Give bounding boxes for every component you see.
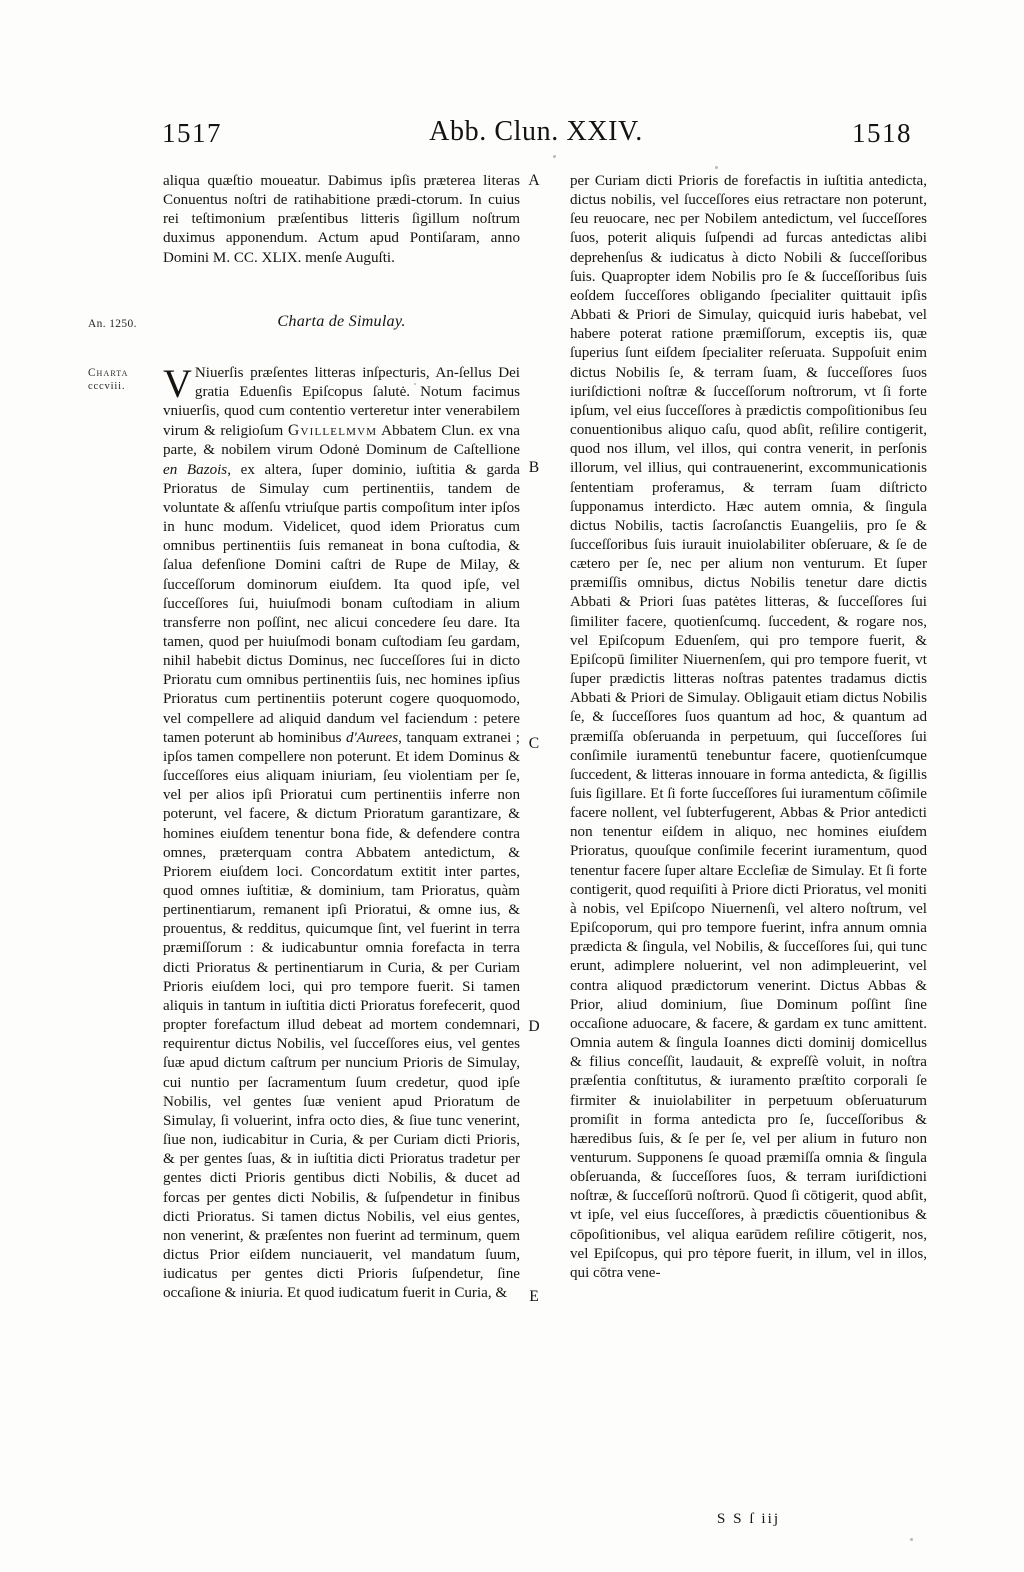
heading-spacer [163,268,520,364]
reference-letter-e: E [529,1288,539,1305]
body-text-part-2: Abbatem Clun. ex vna parte, & nobilem virum Odonė Dominum de Caſtellione [163,423,520,459]
reference-letter-b: B [528,459,540,476]
margin-note-year: An. 1250. [88,318,137,330]
text-column-left [163,172,520,1303]
paragraph-charter-opening [163,360,520,1304]
folio-number-left: 1517 [162,118,222,148]
page-title: Abb. Clun. XXIV. [429,116,643,147]
opening-clause: Niuerſis præſentes litteras inſpecturis, An-ſellus Dei gratia Eduenſis Epiſcopus ſalutė. [194,364,520,400]
scan-speckle [910,1538,913,1541]
body-text-part-3: , ex altera, ſuper dominio, iuſtitia & garda Prioratus de Simulay cum pertinentiis, tandem de voluntate & aſſenſu vtriuſque partis compoſitum inter ipſos in hunc modum. Videlicet, quod idem Prioratus cum omnibus pertinentiis ſuis remaneat in bona cuſtodia, & ſalua defenſione Domini caſtri de Rupe de Milay, & ſucceſſorum dominorum eiuſdem. Ita quod ipſe, vel ſucceſſores ſui, huiuſmodi bonam cuſtodiam in alium transferre non poſſint, nec alicui concedere ſeu dare. Ita tamen, quod per huiuſmodi bonam cuſtodiam ſeu gardam, nihil habebit dictus Dominus, nec ſucceſſores ſui in dicto Prioratu cum omnibus pertinentiis ſuis, nec homines ipſius Prioratus cum pertinentiis poterunt cogere quoquomodo, vel compellere ad aliquid dandum vel faciendum : petere tamen poterunt ab hominibus [163,461,520,746]
scan-speckle [553,155,556,158]
abbot-name-smallcaps: Gvillelmvm [287,422,378,440]
place-name-daurees: d'Aurees [345,729,399,746]
reference-letter-d: D [528,1018,540,1035]
drop-cap-letter: V [163,360,192,406]
margin-charta-number: cccviii. [88,381,126,392]
reference-letter-a: A [528,172,540,189]
body-text-part-1: Notum facimus vniuerſis, quod cum contentio verteretur inter venerabilem virum & religioſum [163,383,520,440]
signature-mark: S S ſ iij [716,1510,781,1527]
scan-speckle [715,166,718,169]
scan-speckle [414,383,416,385]
section-heading: Charta de Simulay. [277,312,406,330]
reference-letter-c: C [528,735,540,752]
paragraph-charter-tail: aliqua quæſtio moueatur. Dabimus ipſis præterea literas Conuentus noſtri de ratihabitione prædi-ctorum. In cuius rei teſtimonium præſentibus litteris ſigillum noſtrum duximus apponendum. Actum apud Pontiſaram, anno Domini M. CC. XLIX. menſe Auguſti. [163,173,520,266]
folio-number-right: 1518 [852,118,912,148]
running-head [160,118,912,160]
body-text-part-4: , tanquam extranei ; ipſos tamen compellere non poterunt. Et idem Dominus & ſucceſſores eius aliquam iniuriam, ſeu violentiam per ſe, vel per alios ipſi Prioratui cum pertinentiis inferre non poterunt, vel facere, & dictum Prioratum garantizare, & homines eiuſdem tenentur bona fide, & defendere contra omnes, præterquam contra Abbatem antedictum, & Priorem eiuſdem loci. Concordatum extitit inter partes, quod omnes iuſtitiæ, & dominium, tam Prioratus, quàm pertinentiarum, remanent ipſi Prioratui, & omne ius, & prouentus, & redditus, quicumque ſint, vel fuerint in terra præmiſſorum : & iudicabuntur omnia forefacta in terra dicti Prioratus & pertinentiarum in Curia, & per Curiam Prioris eiuſdem loci, qui pro tempore fuerit. Si tamen aliquis in tantum in iuſtitia dicti Prioratus forefecerit, quod propter forefactum illud debeat ad mortem condemnari, requirentur dictus Nobilis, vel ſucceſſores eius, vel gentes ſuæ apud dictum caſtrum per nuncium Prioris de Simulay, cui nuntio per ſacramentum ſuum credetur, quod ipſe Nobilis, vel gentes ſuæ venient apud Prioratum de Simulay, ſi voluerint, infra octo dies, & ſiue tunc venerint, ſiue non, iudicabitur in Curia, & per Curiam dicti Prioris, & per gentes ſuas, & in iuſtitia dicti Prioratus tradetur per gentes dicti Prioris gentibus dicti Nobilis, & ducet ad forcas per gentes dicti Nobilis, & ſuſpendetur in finibus dicti Prioratus. Si tamen dictus Nobilis, vel eius gentes, non venerint, & præſentes non fuerint ad terminum, quem dictus Prior eiſdem nunciauerit, vel mandatum ſuum, iudicatus per gentes dicti Prioris ſuſpendetur, ſine occaſione & iniuria. Et quod iudicatum fuerit in Curia, & [163,729,520,1302]
paragraph-right-body: per Curiam dicti Prioris de forefactis in iuſtitia antedicta, dictus nobilis, vel ſucceſſores eius retractare non poterunt, ſeu reuocare, nec per Nobilem antedictum, vel ſucceſſores ſuos, poterit aliquis ſuſpendi ad furcas antedictas alibi deprehenſus & iudicatus à dicto Nobili & ſucceſſoribus ſuis. Quapropter idem Nobilis pro ſe & ſucceſſoribus ſuis eoſdem ſucceſſores obligando ſpecialiter quittauit ipſis Abbati & Priori de Simulay, quicquid iuris habebat, vel habere poterat ratione præmiſſorum, exceptis iis, quæ ſuperius ſunt eiſdem ſpecialiter reſeruata. Suppoſuit enim dictus Nobilis ſe, & terram ſuam, & ſucceſſores ſuos iuriſdictioni noſtræ & ſucceſſorum noſtrorum, vt ſi forte ipſum, vel eius ſucceſſores à prædictis compoſitionibus ſeu conuentionibus aliquo caſu, quod abſit, reſilire contigerit, quod nos illum, vel illos, qui contra venerit, in perſonis illorum, vel illius, qui contrauenerint, excommunicationis ſententiam proferamus, & terram ſuam diſtricto ſupponamus interdicto. Hæc autem omnia, & ſingula dictus Nobilis, tactis ſacroſanctis Euangeliis, pro ſe & ſucceſſoribus ſuis iurauit inuiolabiliter obſeruare, & ſe de cætero per ſe, nec per alium non venturum. Et ſuper præmiſſis omnibus, dictus Nobilis tenetur dare dictis Abbati & Priori ſuas patėtes litteras, & ſucceſſores ſui ſimiliter facere, quotienſcumq. ſuccedent, & rogare nos, vel Epiſcopum Eduenſem, qui pro tempore fuerit, & Epiſcopū ſimiliter Niuernenſem, qui pro tempore fuerit, vt ſuper prædictis litteras noſtras patentes tradamus dictis Abbati & Priori de Simulay. Obligauit etiam dictus Nobilis ſe, & ſucceſſores ſuos quantum ad hoc, & quantum ad præmiſſa obſeruanda in perpetuum, qui ſucceſſores ſui conſimile iuramentū tenebuntur facere, quotienſcumque ſuccedent, & litteras innouare in forma antedicta, & ſigillis ſuis ſigillare. Et ſi forte ſucceſſores ſui iuramentum cōſimile facere nollent, vel ſubterfugerent, Abbas & Prior antedicti non tenentur eiſdem in aliquo, nec homines eiuſdem Prioratus, quouſque conſimile fecerint iuramentum, quod tenentur facere ſuper altare Eccleſiæ de Simulay. Et ſi forte contigerit, quod requiſiti à Priore dicti Prioratus, vel moniti à nobis, vel Epiſcopo Niuernenſi, vel altero noſtrum, vel Epiſcoporum, qui pro tempore fuerint, infra annum omnia prædicta & ſingula, vel Nobilis, & ſucceſſores ſui, qui tunc erunt, adimplere noluerint, vel non adimpleuerint, vel contra aliquod prædictorum venerint. Dictus Abbas & Prior, aliud dominium, ſiue Dominum poſſint ſine occaſione aduocare, & facere, & gardam ex tunc amittent. Omnia autem & ſingula Ioannes dicti dominij domicellus & filius conceſſit, laudauit, & expreſſè voluit, in noſtra præſentia conſtitutus, & iuramento præſtito corporali ſe firmiter & inuiolabiliter in perpetuum obſeruaturum promiſit in forma antedicta pro ſe, ſucceſſoribus & hæredibus ſuis, & ſe per ſe, vel per alium in futuro non venturum. Supponens ſe quoad præmiſſa omnia & ſingula obſeruanda, & ſucceſſores ſuos, & terram iuriſdictioni noſtræ, & ſucceſſorū noſtrorū. Quod ſi cōtigerit, quod abſit, vt ipſe, vel eius ſucceſſores, à prædictis cōuentionibus & cōpoſitionibus, vel aliqua earūdem reſilire cōtigerit, nos, vel Epiſcopus, qui pro tėpore fuerit, in illum, vel in illos, qui cōtra vene- [570,173,927,1281]
margin-note-charta [88,366,129,394]
text-column-right [570,172,927,1283]
place-name-en-bazois: en Bazois [163,461,228,478]
margin-charta-label: Charta [88,367,129,379]
